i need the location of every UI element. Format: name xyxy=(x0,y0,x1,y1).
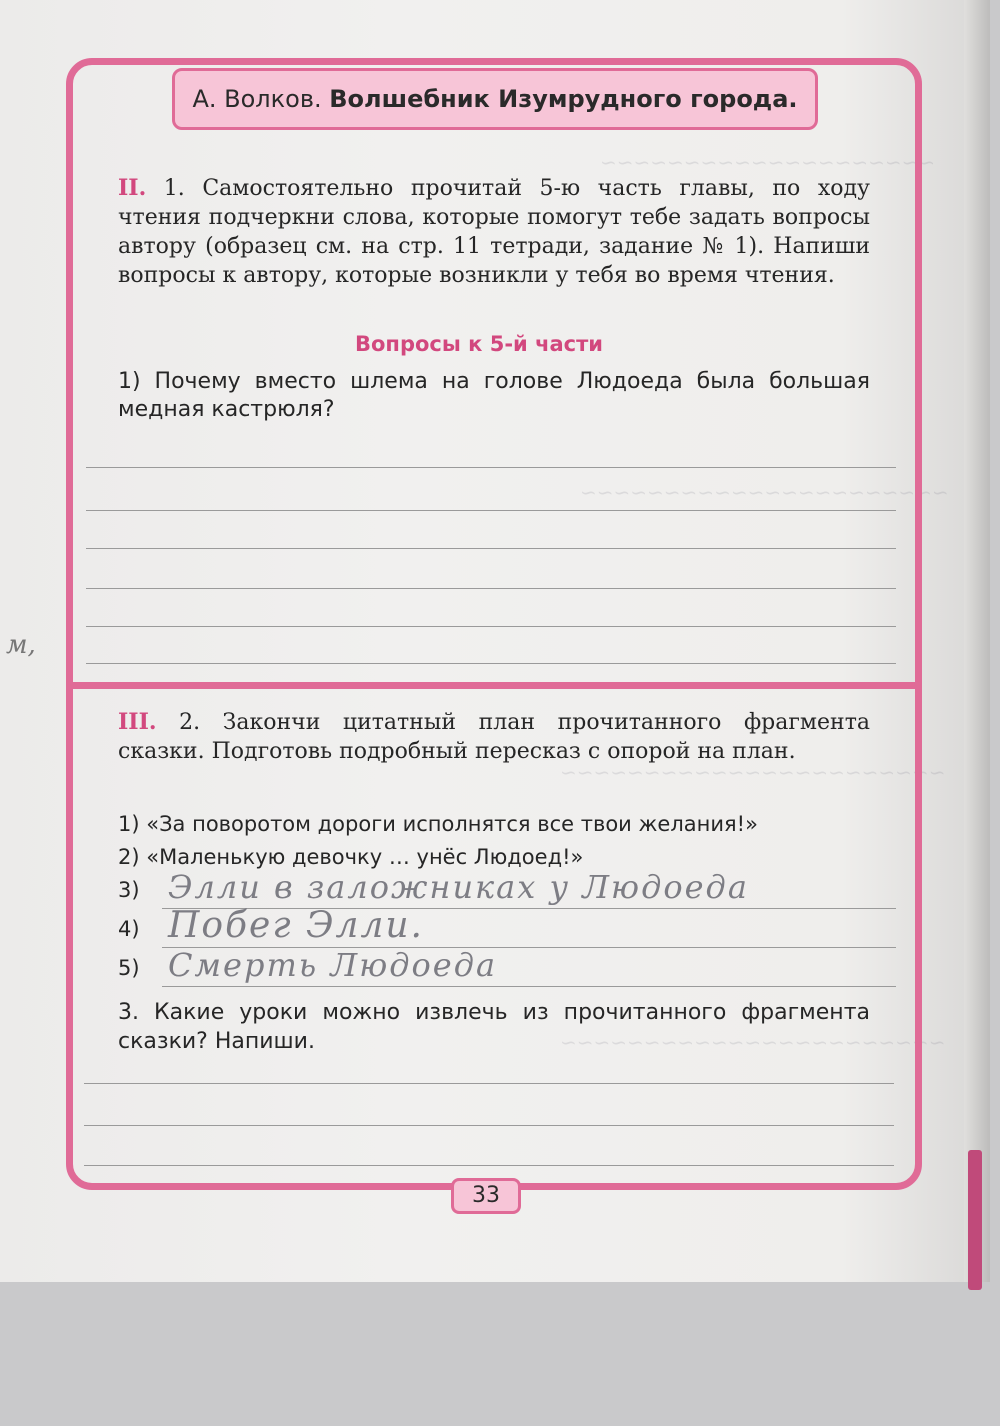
writing-line[interactable] xyxy=(84,1125,894,1126)
task-1-roman: II. xyxy=(118,175,147,201)
task-1-text xyxy=(118,174,870,290)
plan-item-1: 1) «За поворотом дороги исполнятся все твои желания!» xyxy=(118,812,758,836)
writing-line[interactable] xyxy=(86,548,896,549)
writing-line[interactable] xyxy=(162,986,896,987)
bleed-through-text: ~~~~~~~~~~~~~~~~~~~~~~~ xyxy=(560,1030,946,1054)
plan-number-3: 3) xyxy=(118,878,140,902)
handwritten-answer-4: Побег Элли. xyxy=(168,905,424,946)
writing-line[interactable] xyxy=(84,1083,894,1084)
writing-line[interactable] xyxy=(86,663,896,664)
writing-line[interactable] xyxy=(86,626,896,627)
page-number: 33 xyxy=(451,1178,521,1214)
cover-edge xyxy=(968,1150,982,1290)
section-divider xyxy=(66,682,922,689)
handwritten-answer-5: Смерть Людоеда xyxy=(168,946,498,984)
bleed-through-text: ~~~~~~~~~~~~~~~~~~~~~~ xyxy=(580,480,949,504)
task-2-roman: III. xyxy=(118,709,157,735)
plan-number-4: 4) xyxy=(118,917,140,941)
questions-title: Вопросы к 5-й части xyxy=(355,332,603,356)
header-author: А. Волков. xyxy=(192,85,322,113)
bleed-through-text: ~~~~~~~~~~~~~~~~~~~~ xyxy=(600,150,936,174)
writing-line[interactable] xyxy=(86,510,896,511)
chapter-header xyxy=(172,68,818,130)
plan-number-5: 5) xyxy=(118,956,140,980)
margin-note: м, xyxy=(6,630,36,660)
bleed-through-text: ~~~~~~~~~~~~~~~~~~~~~~~ xyxy=(560,760,946,784)
task-1-body: 1. Самостоятельно прочитай 5-ю часть главы, по ходу чтения подчеркни слова, которые помогут тебе задать вопросы автору (образец см. на стр. 11 тетради, задание № 1). Напиши вопросы к автору, которые возникли у тебя во время чтения. xyxy=(118,176,870,288)
writing-line[interactable] xyxy=(84,1165,894,1166)
writing-line[interactable] xyxy=(86,467,896,468)
header-title: Волшебник Изумрудного города. xyxy=(329,85,798,113)
task-2-body: 2. Закончи цитатный план прочитанного фрагмента сказки. Подготовь подробный пересказ с опорой на план. xyxy=(118,710,870,764)
plan-item-2: 2) «Маленькую девочку … унёс Людоед!» xyxy=(118,845,584,869)
task-2-text xyxy=(118,708,870,766)
task-3-text: 3. Какие уроки можно извлечь из прочитанного фрагмента сказки? Напиши. xyxy=(118,1000,870,1054)
handwritten-answer-3: Элли в заложниках у Людоеда xyxy=(168,868,749,906)
writing-line[interactable] xyxy=(86,588,896,589)
question-1: 1) Почему вместо шлема на голове Людоеда была большая медная кастрюля? xyxy=(118,369,870,422)
page-edge-shadow xyxy=(964,0,990,1282)
